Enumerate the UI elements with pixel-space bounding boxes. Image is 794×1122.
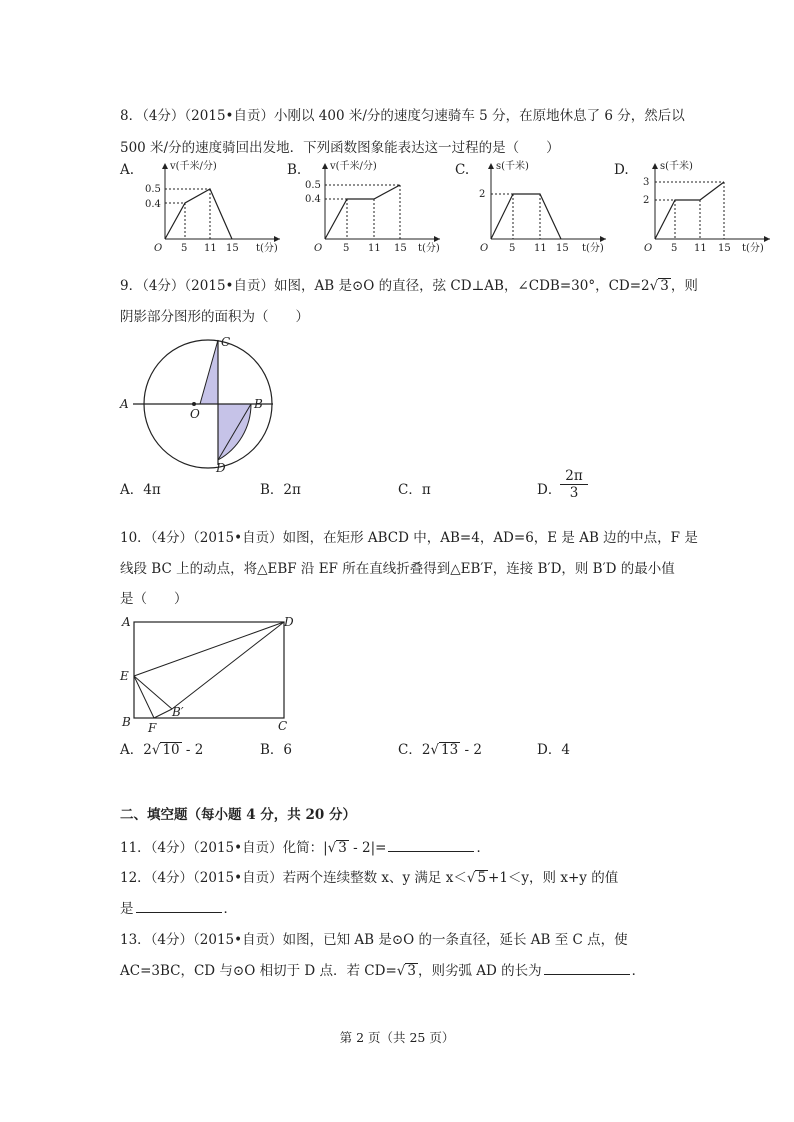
q10-label-f: F — [148, 721, 157, 735]
q8-a-ytick-1: 0.5 — [145, 184, 161, 195]
q8-d-xtick-2: 11 — [694, 243, 707, 254]
q8-c-xtick-1: 5 — [509, 243, 516, 254]
q10-rectangle-figure — [116, 612, 306, 737]
section-2-heading: 二、填空题（每小题 4 分，共 20 分） — [120, 807, 356, 823]
q9-option-d-num: 2π — [560, 468, 588, 485]
q13-rad: 3 — [407, 963, 416, 979]
q9-label-b: B — [254, 397, 263, 411]
q8-b-xtick-2: 11 — [368, 243, 381, 254]
q8-a-xtick-2: 11 — [204, 243, 217, 254]
q9-option-d-den: 3 — [569, 485, 579, 501]
q13-line2a: AC=3BC，CD 与⊙O 相切于 D 点．若 CD= — [120, 963, 397, 979]
q10-label-a: A — [122, 615, 131, 629]
q9-label-a: A — [120, 397, 129, 411]
q10-label-e: E — [120, 669, 129, 683]
q8-a-xtick-1: 5 — [181, 243, 188, 254]
q12-answer-blank[interactable] — [136, 900, 222, 913]
q10-label-c: C — [278, 719, 288, 733]
q9-cd-radicand: 3 — [660, 278, 669, 294]
q10-option-a-pre: A．2 — [120, 742, 152, 758]
q13-answer-blank[interactable] — [544, 962, 630, 975]
q12-line1: 12．（4分）（2015•自贡）若两个连续整数 x、y 满足 x＜√ 5 +1＜y，则 x+y 的值 — [120, 870, 619, 886]
q8-a-ylabel: v(千米/分) — [170, 161, 217, 172]
q8-line2: 500 米/分的速度骑回出发地．下列函数图象能表达这一过程的是（ ） — [120, 140, 560, 156]
q9-cd-coef: 2 — [641, 278, 650, 294]
q9-label-d: D — [216, 461, 226, 474]
q9-option-a: A．4π — [120, 482, 161, 498]
q9-option-d-letter: D． — [537, 482, 562, 498]
page-footer: 第 2 页（共 25 页） — [339, 1030, 455, 1045]
q9-option-d — [537, 478, 561, 498]
q9-label-c: C — [221, 335, 231, 349]
q9-line2: 阴影部分图形的面积为（ ） — [120, 309, 309, 325]
q11-post: - 2|= — [348, 840, 387, 856]
q8-d-ytick-1: 3 — [643, 177, 650, 188]
q8-d-xtick-3: 15 — [718, 243, 731, 254]
q9-line1-end: ，则 — [670, 278, 698, 294]
q10-line1: 10．（4分）（2015•自贡）如图，在矩形 ABCD 中，AB=4，AD=6，E 是 AB 边的中点，F 是 — [120, 530, 698, 546]
q8-b-xtick-3: 15 — [394, 243, 407, 254]
q9-line1-text: 9．（4分）（2015•自贡）如图，AB 是⊙O 的直径，弦 CD⊥AB，∠CDB=30°，CD= — [120, 278, 642, 294]
q8-d-ylabel: s(千米) — [660, 161, 693, 172]
q10-option-b: B．6 — [260, 742, 293, 758]
q8-graph-d — [630, 155, 790, 255]
q11-answer-blank[interactable] — [388, 839, 474, 852]
q8-graph-b — [300, 155, 460, 255]
q10-option-d: D．4 — [537, 742, 570, 758]
q12-end: ． — [223, 901, 237, 917]
q8-a-origin: O — [154, 243, 163, 254]
q8-c-origin: O — [480, 243, 489, 254]
q8-opt-d-letter: D. — [614, 162, 629, 178]
q13-line2b: ，则劣弧 AD 的长为 — [417, 963, 542, 979]
q8-b-ytick-2: 0.4 — [305, 194, 321, 205]
q9-option-c: C．π — [398, 482, 431, 498]
q8-c-ylabel: s(千米) — [496, 161, 529, 172]
q8-line1: 8．（4分）（2015•自贡）小刚以 400 米/分的速度匀速骑车 5 分，在原地休息了 6 分，然后以 — [120, 108, 685, 124]
q11-line: 11．（4分）（2015•自贡）化简：|√ 3 - 2|= ． — [120, 840, 490, 856]
q8-d-origin: O — [644, 243, 653, 254]
q8-opt-b-letter: B. — [287, 162, 302, 178]
q10-option-a-rad: 10 — [162, 742, 180, 758]
q8-d-xlabel: t(分) — [742, 243, 764, 254]
q11-end: ． — [476, 840, 490, 856]
q8-b-ytick-1: 0.5 — [305, 180, 321, 191]
q13-end: ． — [631, 963, 646, 979]
q8-b-xtick-1: 5 — [343, 243, 350, 254]
q10-label-d: D — [284, 615, 294, 629]
q8-b-origin: O — [314, 243, 323, 254]
q8-opt-a-letter: A. — [120, 162, 135, 178]
q8-graph-c — [466, 155, 626, 255]
q8-c-xtick-3: 15 — [556, 243, 569, 254]
q10-option-a-post: - 2 — [181, 742, 204, 758]
q8-d-xtick-1: 5 — [671, 243, 678, 254]
q13-line1: 13．（4分）（2015•自贡）如图，已知 AB 是⊙O 的一条直径，延长 AB 至 C 点，使 — [120, 932, 628, 948]
q10-line2: 线段 BC 上的动点，将△EBF 沿 EF 所在直线折叠得到△EB′F，连接 B′D，则 B′D 的最小值 — [120, 561, 675, 577]
q10-option-c: C．2√ 13 - 2 — [398, 742, 482, 758]
q8-d-ytick-2: 2 — [643, 195, 650, 206]
q9-option-b: B．2π — [260, 482, 301, 498]
q10-option-a: A．2√ 10 - 2 — [120, 742, 204, 758]
q8-b-ylabel: v(千米/分) — [330, 161, 377, 172]
q12-line2-text: 是 — [120, 901, 134, 917]
q10-line3: 是（ ） — [120, 591, 188, 607]
q10-option-c-rad: 13 — [441, 742, 459, 758]
q9-circle-figure — [118, 334, 298, 474]
q8-c-xlabel: t(分) — [582, 243, 604, 254]
q12-line2 — [120, 897, 237, 917]
q10-option-c-post: - 2 — [460, 742, 482, 758]
q13-line2: AC=3BC，CD 与⊙O 相切于 D 点．若 CD=√ 3 ，则劣弧 AD 的长为 ． — [120, 963, 646, 979]
q9-label-o: O — [190, 407, 200, 421]
q11-pre: 11．（4分）（2015•自贡）化简：| — [120, 840, 328, 856]
q12-line1a: 12．（4分）（2015•自贡）若两个连续整数 x、y 满足 x＜ — [120, 870, 467, 886]
q8-a-ytick-2: 0.4 — [145, 199, 161, 210]
q9-line1: 9．（4分）（2015•自贡）如图，AB 是⊙O 的直径，弦 CD⊥AB，∠CDB=30°，CD=2√ 3 ，则 — [120, 278, 698, 294]
q10-label-b: B — [122, 715, 131, 729]
q8-b-xlabel: t(分) — [418, 243, 440, 254]
q8-graph-a — [140, 155, 300, 255]
q8-opt-c-letter: C. — [455, 162, 470, 178]
q8-a-xtick-3: 15 — [226, 243, 239, 254]
q8-a-xlabel: t(分) — [256, 243, 278, 254]
q12-line1b: +1＜y，则 x+y 的值 — [488, 870, 619, 886]
q8-c-xtick-2: 11 — [534, 243, 547, 254]
q8-c-ytick-1: 2 — [479, 189, 486, 200]
q12-rad: 5 — [477, 870, 487, 886]
q10-option-c-pre: C．2 — [398, 742, 431, 758]
q9-option-d-fraction — [560, 468, 588, 501]
q10-label-bprime: B′ — [172, 705, 184, 719]
q11-rad: 3 — [338, 840, 347, 856]
